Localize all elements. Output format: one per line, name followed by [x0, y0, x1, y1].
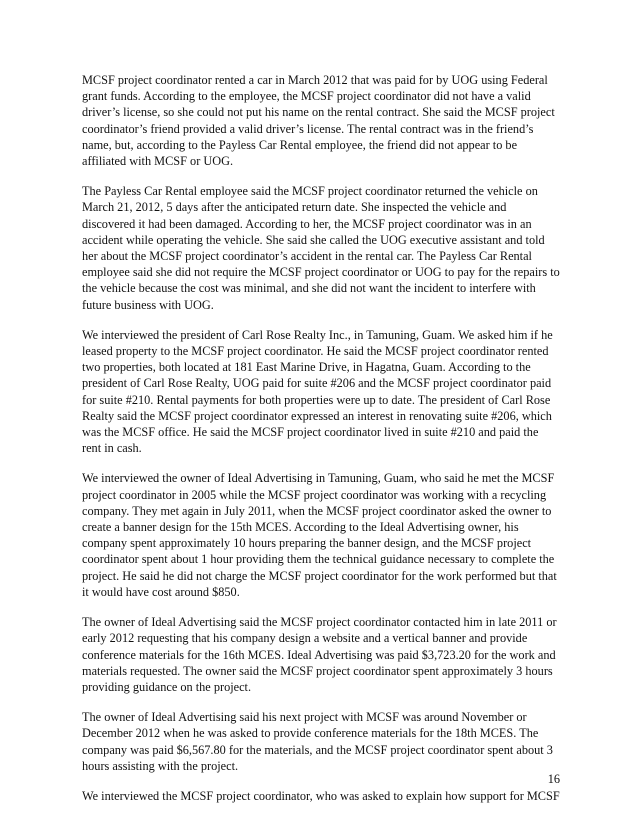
- paragraph-realty-interview: We interviewed the president of Carl Rose Realty Inc., in Tamuning, Guam. We asked him if he leased property to the MCSF project coordinator. He said the MCSF project coordinator rented two properties, both located at 181 East Marine Drive, in Hagatna, Guam. According to the president of Carl Rose Realty, UOG paid for suite #206 and the MCSF project coordinator paid for suite #210. Rental payments for both properties were up to date. The president of Carl Rose Realty said the MCSF project coordinator expressed an interest in renovating suite #206, which was the MCSF office. He said the MCSF project coordinator lived in suite #210 and paid the rent in cash.: [82, 327, 553, 456]
- page-number: 16: [547, 772, 560, 786]
- body-text: [82, 72, 560, 818]
- paragraph-vehicle-return: The Payless Car Rental employee said the MCSF project coordinator returned the vehicle on March 21, 2012, 5 days after the anticipated return date. She inspected the vehicle and discovered it had been damaged. According to her, the MCSF project coordinator was in an accident while operating the vehicle. She said she called the UOG executive assistant and told her about the MCSF project coordinator’s accident in the rental car. The Payless Car Rental employee said she did not require the MCSF project coordinator or UOG to pay for the repairs to the vehicle because the cost was minimal, and she did not want the incident to interfere with future business with UOG.: [82, 184, 560, 312]
- paragraph-coordinator-interview: We interviewed the MCSF project coordinator, who was asked to explain how support for MCSF: [82, 788, 560, 803]
- paragraph-ideal-advertising-website: The owner of Ideal Advertising said the MCSF project coordinator contacted him in late 2011 or early 2012 requesting that his company design a website and a vertical banner and provide conference materials for the 16th MCES. Ideal Advertising was paid $3,723.20 for the work and materials requested. The owner said the MCSF project coordinator spent approximately 3 hours providing guidance on the project.: [82, 615, 557, 694]
- paragraph-car-rental: MCSF project coordinator rented a car in March 2012 that was paid for by UOG using Federal grant funds. According to the employee, the MCSF project coordinator did not have a valid driver’s license, so she could not put his name on the rental contract. She said the MCSF project coordinator’s friend provided a valid driver’s license. The rental contract was in the friend’s name, but, according to the Payless Car Rental employee, the friend did not appear to be affiliated with MCSF or UOG.: [82, 73, 555, 169]
- paragraph-ideal-advertising-18th: The owner of Ideal Advertising said his next project with MCSF was around November or December 2012 when he was asked to provide conference materials for the 18th MCES. The company was paid $6,567.80 for the materials, and the MCSF project coordinator spent about 3 hours assisting with the project.: [82, 710, 553, 773]
- paragraph-ideal-advertising-banner: We interviewed the owner of Ideal Advertising in Tamuning, Guam, who said he met the MCSF project coordinator in 2005 while the MCSF project coordinator was working with a recycling company. They met again in July 2011, when the MCSF project coordinator asked the owner to create a banner design for the 15th MCES. According to the Ideal Advertising owner, his company spent approximately 10 hours preparing the banner design, and the MCSF project coordinator spent about 1 hour providing them the technical guidance necessary to complete the project. He said he did not charge the MCSF project coordinator for the work performed but that it would have cost around $850.: [82, 471, 557, 599]
